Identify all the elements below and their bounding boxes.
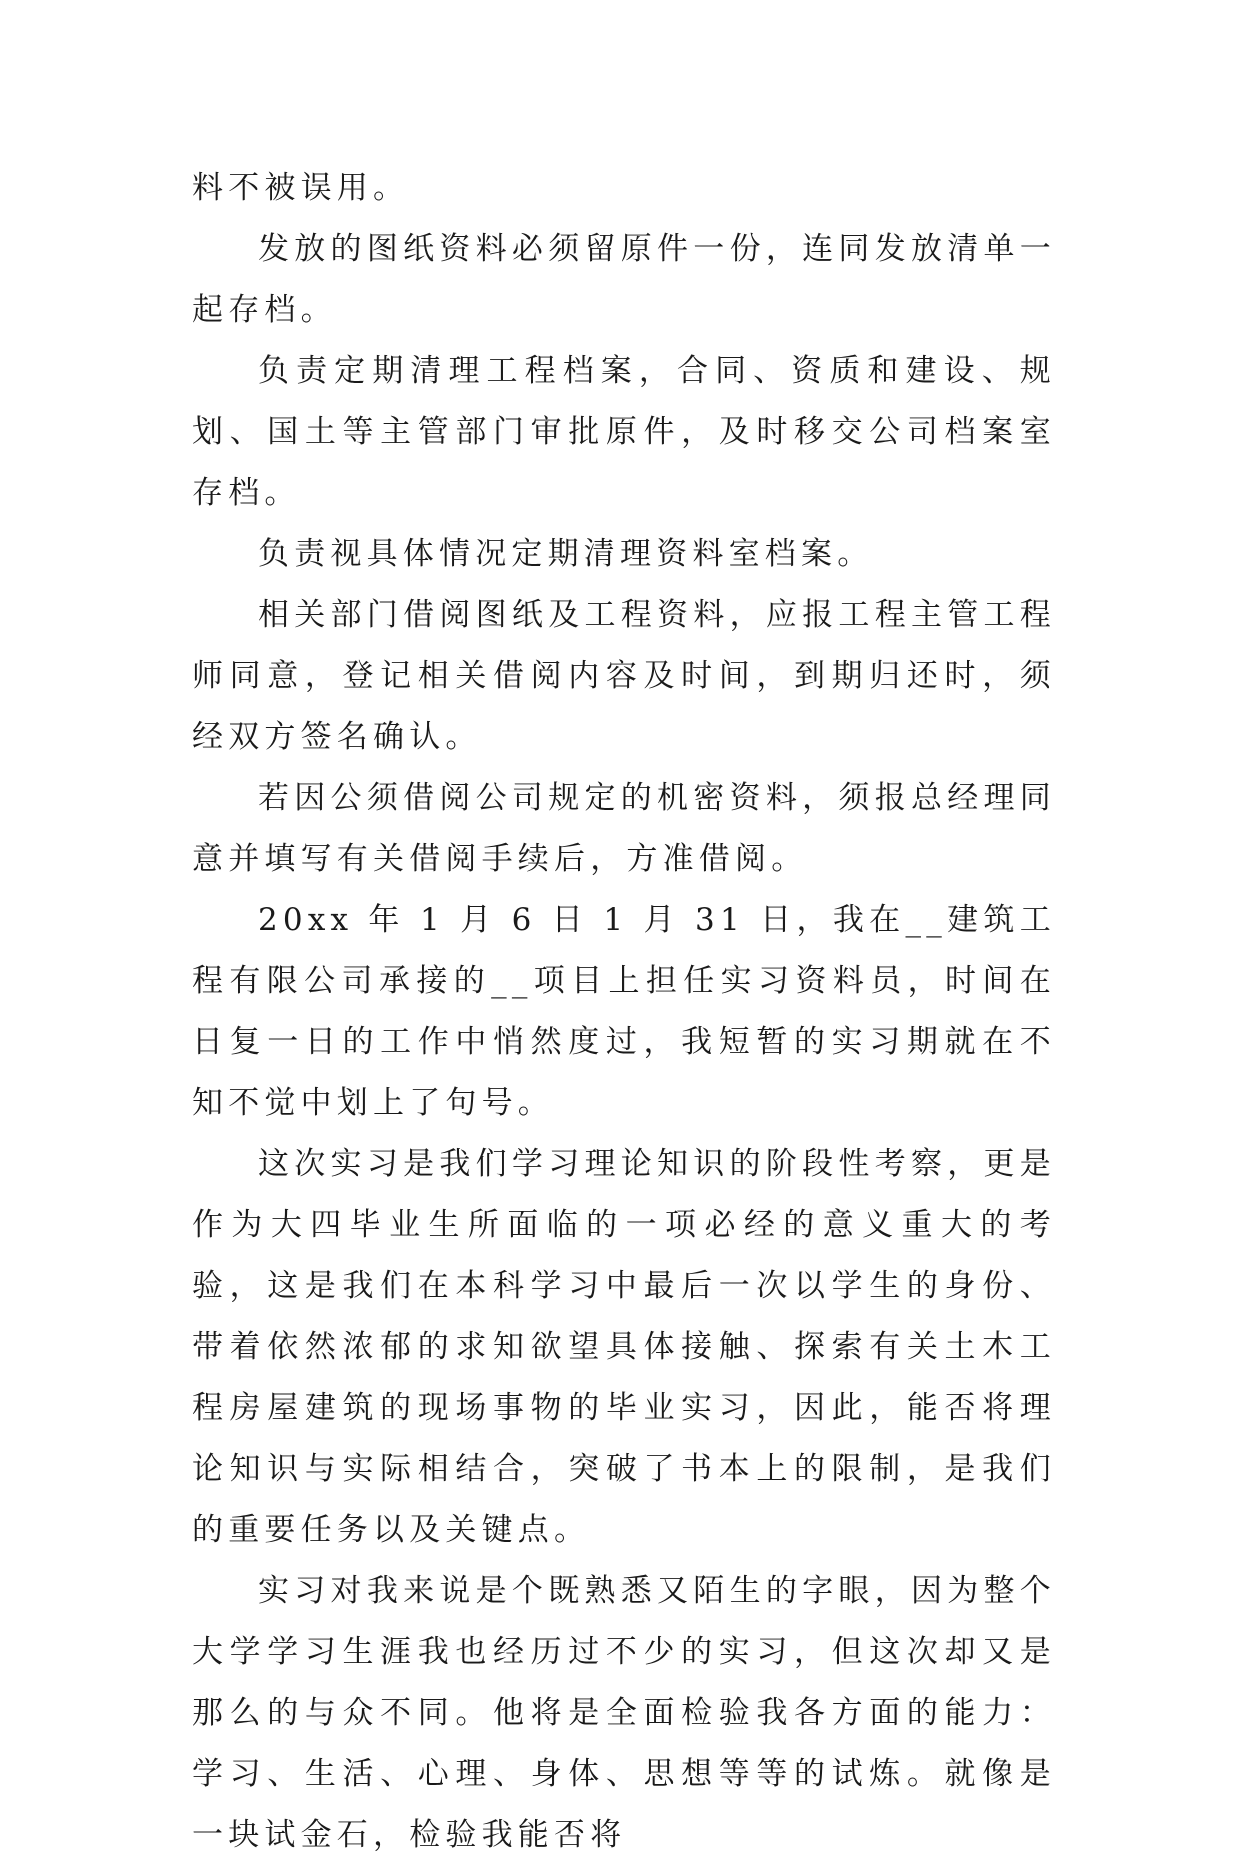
document-body [192, 158, 1056, 1866]
paragraph-2: 发放的图纸资料必须留原件一份，连同发放清单一起存档。 [192, 231, 1056, 328]
paragraph-3: 负责定期清理工程档案，合同、资质和建设、规划、国土等主管部门审批原件，及时移交公司档案室存档。 [192, 353, 1056, 511]
paragraph-1: 料不被误用。 [192, 170, 410, 206]
paragraph-9: 实习对我来说是个既熟悉又陌生的字眼，因为整个大学学习生涯我也经历过不少的实习，但这次却又是那么的与众不同。他将是全面检验我各方面的能力：学习、生活、心理、身体、思想等等的试炼。就像是一块试金石，检验我能否将 [192, 1573, 1056, 1853]
paragraph-8: 这次实习是我们学习理论知识的阶段性考察，更是作为大四毕业生所面临的一项必经的意义重大的考验，这是我们在本科学习中最后一次以学生的身份、带着依然浓郁的求知欲望具体接触、探索有关土木工程房屋建筑的现场事物的毕业实习，因此，能否将理论知识与实际相结合，突破了书本上的限制，是我们的重要任务以及关键点。 [192, 1146, 1056, 1548]
paragraph-5: 相关部门借阅图纸及工程资料，应报工程主管工程师同意，登记相关借阅内容及时间，到期归还时，须经双方签名确认。 [192, 597, 1056, 755]
paragraph-4: 负责视具体情况定期清理资料室档案。 [258, 536, 874, 572]
paragraph-7: 20xx 年 1 月 6 日 1 月 31 日，我在__建筑工程有限公司承接的__项目上担任实习资料员，时间在日复一日的工作中悄然度过，我短暂的实习期就在不知不觉中划上了句号。 [192, 902, 1056, 1121]
paragraph-6: 若因公须借阅公司规定的机密资料，须报总经理同意并填写有关借阅手续后，方准借阅。 [192, 780, 1056, 877]
